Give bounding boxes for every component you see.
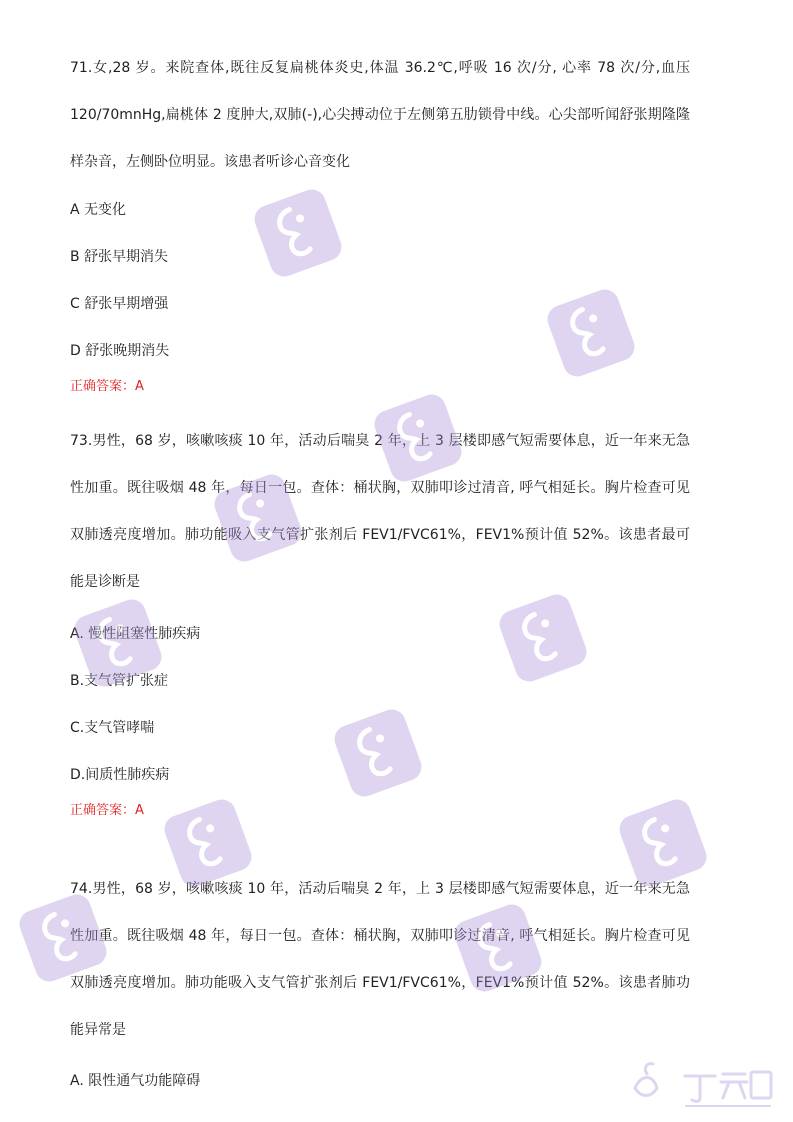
question-74-option-a: A. 限性通气功能障碍 xyxy=(70,1073,201,1089)
watermark-logo-icon xyxy=(323,698,433,808)
question-73-option-b: B.支气管扩张症 xyxy=(70,673,169,689)
question-73-text: 73.男性，68 岁，咳嗽咳痰 10 年，活动后喘臭 2 年，上 3 层楼即感气短需要体息，近一年来无急性加重。既往吸烟 48 年，每日一包。查体：桶状胸，双肺叩诊过清音, 呼气相延长。胸片检查可见双肺透亮度增加。肺功能吸入支气管扩张剂后 FEV1/FVC61%，FEV1%预计值 52%。该患者最可能是诊断是 xyxy=(70,433,690,590)
watermark-logo-icon xyxy=(536,278,646,388)
question-71-text: 71.女,28 岁。来院查体,既往反复扁桃体炎史,体温 36.2℃,呼吸 16 次/分, 心率 78 次/分,血压 120/70mnHg,扁桃体 2 度肿大,双肺(-),心尖搏动位于左侧第五肋锁骨中线。心尖部听闻舒张期隆隆样杂音，左侧卧位明显。该患者听诊心音变化 xyxy=(70,60,690,170)
question-71-option-a: A 无变化 xyxy=(70,202,127,218)
dxy-footer-logo-icon xyxy=(625,1058,775,1112)
question-71-option-c: C 舒张早期增强 xyxy=(70,296,169,312)
question-73-answer: 正确答案：A xyxy=(70,803,144,818)
watermark-logo-icon xyxy=(243,178,353,288)
question-74-text: 74.男性，68 岁，咳嗽咳痰 10 年，活动后喘臭 2 年，上 3 层楼即感气短需要体息，近一年来无急性加重。既往吸烟 48 年，每日一包。查体：桶状胸，双肺叩诊过清音, 呼气相延长。胸片检查可见双肺透亮度增加。肺功能吸入支气管扩张剂后 FEV1/FVC61%，FEV1%预计值 52%。该患者肺功能异常是 xyxy=(70,881,690,1038)
question-73-option-c: C.支气管哮喘 xyxy=(70,720,155,736)
question-71-answer: 正确答案：A xyxy=(70,379,144,394)
question-73-option-a: A. 慢性阻塞性肺疾病 xyxy=(70,626,201,642)
question-71-option-b: B 舒张早期消失 xyxy=(70,249,169,265)
question-71-option-d: D 舒张晚期消失 xyxy=(70,343,170,359)
question-73-option-d: D.间质性肺疾病 xyxy=(70,767,170,783)
